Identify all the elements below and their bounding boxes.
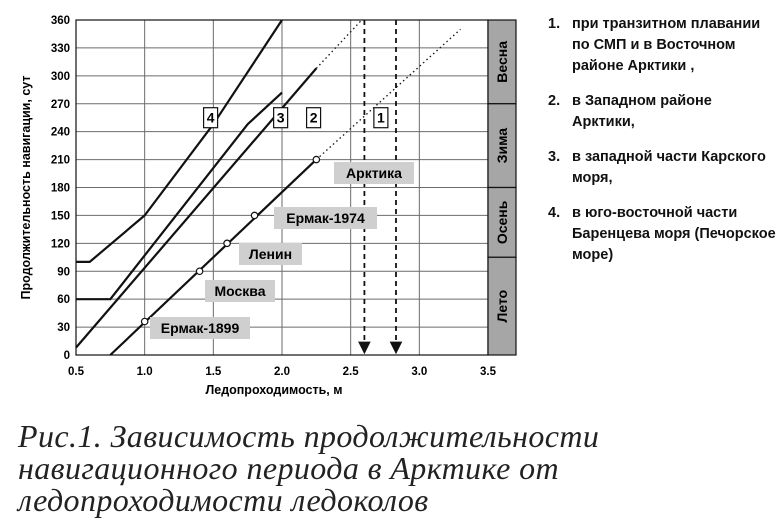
season-label: Весна [494, 41, 510, 83]
y-tick-label: 270 [50, 98, 70, 111]
y-tick-label: 330 [50, 42, 70, 55]
season-label: Зима [494, 127, 510, 164]
data-point [251, 212, 257, 218]
data-point [141, 318, 147, 324]
y-axis-label: Продолжительность навигации, сут [19, 75, 33, 300]
y-tick-label: 30 [57, 322, 70, 335]
legend-item-2 [548, 91, 778, 133]
legend-number: 4. [548, 205, 561, 221]
y-tick-label: 240 [50, 126, 70, 139]
y-tick-label: 150 [50, 210, 70, 223]
x-tick-label: 1.5 [205, 366, 222, 378]
x-axis-label: Ледопроходимость, м [205, 383, 343, 397]
y-tick-label: 360 [50, 15, 70, 27]
y-tick-label: 120 [50, 238, 70, 251]
legend-number: 1. [548, 16, 561, 32]
x-tick-label: 2.0 [274, 366, 290, 378]
y-tick-label: 300 [50, 70, 70, 83]
y-tick-label: 180 [50, 182, 70, 195]
legend-text: в юго-восточной части Баренцева моря (Печорское море) [572, 205, 776, 263]
series-tag-label: 2 [309, 109, 318, 126]
data-point [196, 268, 202, 274]
y-tick-label: 90 [57, 266, 70, 279]
legend-item-1 [548, 14, 778, 77]
x-tick-label: 3.0 [411, 366, 428, 378]
point-label: Москва [214, 283, 266, 299]
legend-text: в Западном районе Арктики, [572, 93, 712, 130]
figure-caption: Рис.1. Зависимость продолжительности навигационного периода в Арктике от ледопроходимости ледоколов [18, 418, 600, 518]
x-tick-label: 2.5 [342, 366, 359, 378]
data-point [224, 240, 230, 246]
series-tag-label: 1 [376, 109, 385, 126]
series-tag-label: 4 [206, 109, 215, 126]
legend-number: 2. [548, 93, 561, 109]
x-tick-label: 0.5 [68, 366, 84, 378]
season-label: Осень [494, 200, 510, 245]
y-tick-label: 0 [63, 350, 70, 362]
legend-text: в западной части Карского моря, [572, 149, 766, 186]
legend-text: при транзитном плавании по СМП и в Восточном районе Арктики , [572, 16, 761, 74]
legend-item-4 [548, 203, 778, 266]
point-label: Арктика [346, 165, 402, 181]
point-label: Ермак-1899 [160, 320, 240, 336]
x-tick-label: 1.0 [136, 366, 153, 378]
legend-list [548, 14, 778, 280]
y-tick-label: 60 [57, 294, 70, 307]
point-label: Ленин [248, 246, 293, 262]
data-point [313, 156, 319, 162]
y-tick-label: 210 [50, 154, 70, 167]
legend-number: 3. [548, 149, 561, 165]
x-tick-label: 3.5 [480, 366, 496, 378]
season-label: Лето [494, 289, 510, 323]
series-tag-label: 3 [276, 109, 285, 126]
legend-item-3 [548, 147, 778, 189]
point-label: Ермак-1974 [286, 210, 365, 226]
